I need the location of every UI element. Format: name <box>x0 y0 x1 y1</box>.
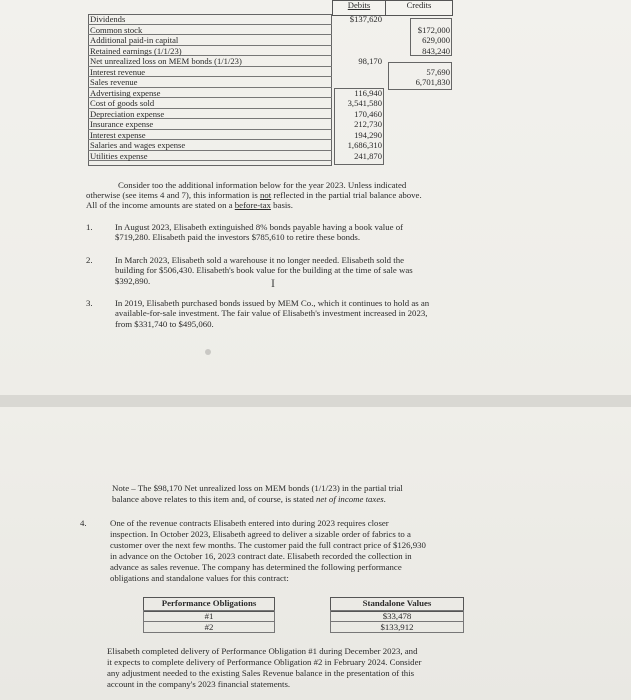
item-2-line: building for $506,430. Elisabeth's book value for the building at the time of sale was <box>115 265 413 276</box>
tb-row-credit: 6,701,830 <box>415 77 450 87</box>
item-4-line: One of the revenue contracts Elisabeth entered into during 2023 requires closer <box>110 518 389 528</box>
item-2-number: 2. <box>86 255 93 265</box>
po-row-2-ob: #2 <box>143 621 275 633</box>
item-1-line: $719,280. Elisabeth paid the investors $785,610 to retire these bonds. <box>115 232 361 243</box>
po-row-2-value: $133,912 <box>330 621 464 633</box>
po-row-1-ob: #1 <box>143 610 275 622</box>
tb-row-label: Interest revenue <box>90 66 146 77</box>
tb-row-label: Depreciation expense <box>90 108 165 119</box>
tb-row-label: Retained earnings (1/1/23) <box>90 45 182 56</box>
tb-row-label: Net unrealized loss on MEM bonds (1/1/23) <box>90 56 242 66</box>
po-row-1-value: $33,478 <box>330 610 464 622</box>
tb-row <box>88 15 332 25</box>
tb-row-debit: 116,940 <box>354 87 382 98</box>
tb-row-debit: 194,290 <box>354 129 382 140</box>
tb-row-debit: 241,870 <box>354 150 382 161</box>
tb-row <box>88 131 332 141</box>
intro-line-2 <box>86 190 422 200</box>
tb-row <box>88 68 332 78</box>
tb-row-label: Interest expense <box>90 129 146 140</box>
page-gap <box>0 395 631 407</box>
item-4-line: obligations and standalone values for this contract: <box>110 573 289 583</box>
tb-row-debit: 3,541,580 <box>347 98 382 108</box>
note-line-2a: balance above relates to this item and, of course, is stated <box>112 494 316 504</box>
po-header-values: Standalone Values <box>330 597 464 612</box>
tb-row-label: Cost of goods sold <box>90 98 155 108</box>
item-4-number: 4. <box>80 518 87 528</box>
tb-row-label: Utilities expense <box>90 150 148 161</box>
intro-line-2b: reflected in the partial trial balance above. <box>271 190 422 200</box>
tb-row-label: Advertising expense <box>90 87 161 98</box>
item-3-line: available-for-sale investment. The fair value of Elisabeth's investment increased in 2023, <box>115 308 428 319</box>
note-net-of-taxes: net of income taxes <box>315 494 384 504</box>
closing-line: it expects to complete delivery of Performance Obligation #2 in February 2024. Consider <box>107 657 422 667</box>
tb-row <box>88 36 332 46</box>
intro-line-3b: basis. <box>270 200 293 210</box>
tb-row-label: Sales revenue <box>90 77 138 87</box>
tb-row-credit: 57,690 <box>426 66 450 77</box>
note-line-2b: . <box>383 494 386 504</box>
tb-row <box>88 78 332 88</box>
intro-not: not <box>259 190 272 200</box>
note-line-2 <box>112 494 386 504</box>
item-4-line: inspection. In October 2023, Elisabeth agreed to deliver a sizable order of fabrics to a <box>110 529 411 539</box>
closing-line: account in the company's 2023 financial statements. <box>107 679 291 689</box>
item-4-line: in advance on the October 16, 2023 contract date. Elisabeth recorded the collection in <box>110 551 412 561</box>
debits-header-label: Debits <box>347 0 371 10</box>
item-1-line: In August 2023, Elisabeth extinguished 8% bonds payable having a book value of <box>115 222 404 232</box>
tb-row-debit: 212,730 <box>354 119 382 129</box>
item-3-line: from $331,740 to $495,060. <box>115 318 214 329</box>
tb-row <box>88 99 332 109</box>
tb-row <box>88 141 332 151</box>
tb-row-debit: 1,686,310 <box>347 140 382 150</box>
item-4-line: customer over the next few months. The customer paid the full contract price of $126,930 <box>110 540 426 550</box>
tb-row-label: Additional paid-in capital <box>90 35 179 45</box>
closing-line: any adjustment needed to the existing Sales Revenue balance in the presentation of this <box>107 668 415 678</box>
tb-row-credit: 843,240 <box>422 45 450 56</box>
tb-row <box>88 26 332 36</box>
tb-row-credit: 629,000 <box>422 35 450 45</box>
po-header-obligations: Performance Obligations <box>143 597 275 612</box>
item-3-number: 3. <box>86 298 93 308</box>
item-2-line: $392,890. <box>115 275 151 286</box>
credits-header-label: Credits <box>406 0 432 10</box>
tb-row-label: Dividends <box>90 14 126 24</box>
tb-row-label: Insurance expense <box>90 119 154 129</box>
intro-before-tax: before-tax <box>234 200 271 210</box>
tb-row <box>88 110 332 120</box>
text-cursor-icon: I <box>271 276 275 290</box>
tb-row-debit: 170,460 <box>354 108 382 119</box>
tb-row <box>88 89 332 99</box>
tb-row <box>88 120 332 130</box>
tb-row-credit: $172,000 <box>417 24 450 35</box>
item-1-number: 1. <box>86 222 93 232</box>
intro-line-2a: otherwise (see items 4 and 7), this information is <box>86 190 260 200</box>
tb-row-label: Common stock <box>90 24 143 35</box>
tb-row <box>88 152 332 162</box>
intro-line-3 <box>86 200 293 210</box>
smudge-mark <box>205 349 211 355</box>
closing-line: Elisabeth completed delivery of Performance Obligation #1 during December 2023, and <box>107 646 418 656</box>
intro-line-3a: All of the income amounts are stated on a <box>86 200 235 210</box>
item-2-line: In March 2023, Elisabeth sold a warehouse it no longer needed. Elisabeth sold the <box>115 255 404 265</box>
tb-row-debit: 98,170 <box>358 56 382 66</box>
tb-row-label: Salaries and wages expense <box>90 140 186 150</box>
item-3-line: In 2019, Elisabeth purchased bonds issued by MEM Co., which it continues to hold as an <box>115 298 430 308</box>
note-line-1: Note – The $98,170 Net unrealized loss on MEM bonds (1/1/23) in the partial trial <box>112 483 403 493</box>
tb-row <box>88 47 332 57</box>
tb-row <box>88 57 332 67</box>
item-4-line: advance as sales revenue. The company has determined the following performance <box>110 562 402 572</box>
intro-line-1: Consider too the additional information below for the year 2023. Unless indicated <box>118 180 407 190</box>
tb-row-debit: $137,620 <box>349 14 382 24</box>
credits-header <box>385 0 453 16</box>
